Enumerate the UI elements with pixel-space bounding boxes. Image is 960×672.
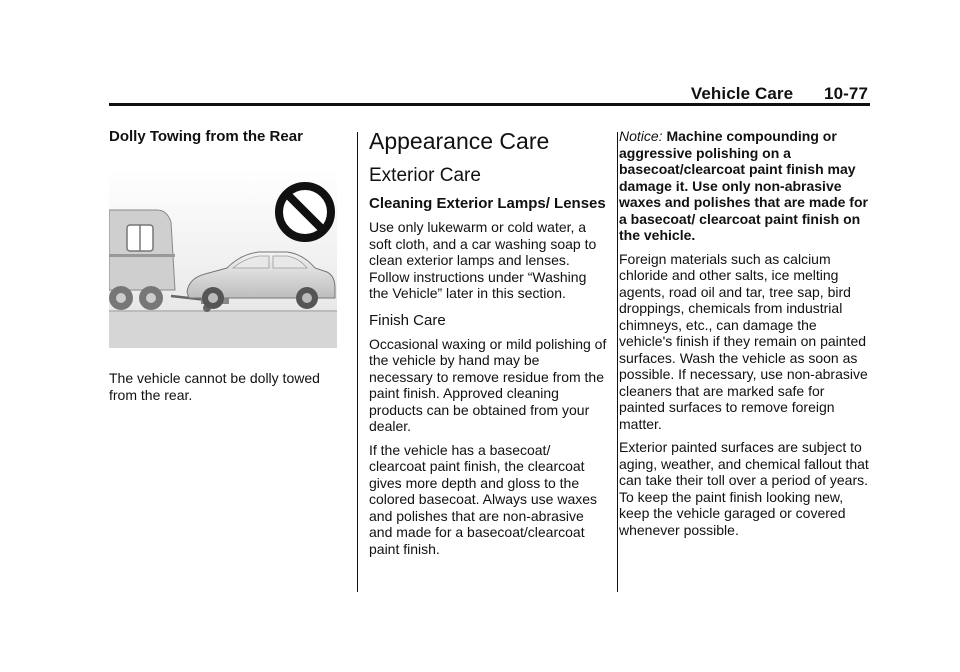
prohibited-icon	[279, 186, 331, 238]
finish-care-paragraph-1: Occasional waxing or mild polishing of the vehicle by hand may be necessary to remove residue from the paint finish. Approved cleaning products can be obtained from your dealer.	[369, 335, 607, 434]
left-column	[109, 128, 335, 410]
exterior-care-heading: Exterior Care	[369, 165, 481, 186]
header-rule	[109, 103, 870, 106]
page-number: 10-77	[824, 84, 868, 103]
dolly-towing-heading: Dolly Towing from the Rear	[109, 128, 303, 145]
column-divider-1	[357, 132, 358, 592]
column-divider-2	[617, 132, 618, 592]
foreign-materials-paragraph: Foreign materials such as calcium chloride and other salts, ice melting agents, road oil and tar, tree sap, bird droppings, chemicals from industrial chimneys, etc., can damage the vehicle's finish if they remain on painted surfaces. Wash the vehicle as soon as possible. If necessary, use non-abrasive cleaners that are marked safe for painted surfaces to remove foreign matter.	[619, 250, 868, 432]
finish-care-paragraph-2: If the vehicle has a basecoat/ clearcoat paint finish, the clearcoat gives more depth and gloss to the colored basecoat. Always use waxes and polishes that are non-abrasive and made for a basecoat/clearcoat paint finish.	[369, 441, 598, 557]
appearance-care-title: Appearance Care	[369, 128, 550, 154]
dolly-towing-illustration	[109, 170, 337, 348]
painted-surfaces-paragraph: Exterior painted surfaces are subject to aging, weather, and chemical fallout that can take their toll over a period of years. To keep the paint finish looking new, keep the vehicle garaged or covered whenever possible.	[619, 439, 869, 538]
finish-care-heading: Finish Care	[369, 311, 446, 329]
section-title: Vehicle Care	[690, 84, 794, 103]
notice-label: Notice:	[619, 128, 663, 144]
middle-column	[369, 128, 607, 564]
right-column	[619, 128, 869, 545]
cleaning-lamps-text: Use only lukewarm or cold water, a soft cloth, and a car washing soap to clean exterior lamps and lenses. Follow instructions under “Washing the Vehicle” later in this section.	[369, 219, 597, 301]
notice-text: Machine compounding or aggressive polishing on a basecoat/clearcoat paint finish may damage it. Use only non-abrasive waxes and polishes that are made for a basecoat/ clearcoat paint finish on the vehicle.	[619, 128, 868, 243]
cleaning-lamps-heading: Cleaning Exterior Lamps/ Lenses	[369, 195, 606, 212]
notice-block	[619, 128, 869, 244]
page-header	[691, 84, 868, 104]
dolly-towing-caption: The vehicle cannot be dolly towed from the rear.	[109, 370, 320, 403]
